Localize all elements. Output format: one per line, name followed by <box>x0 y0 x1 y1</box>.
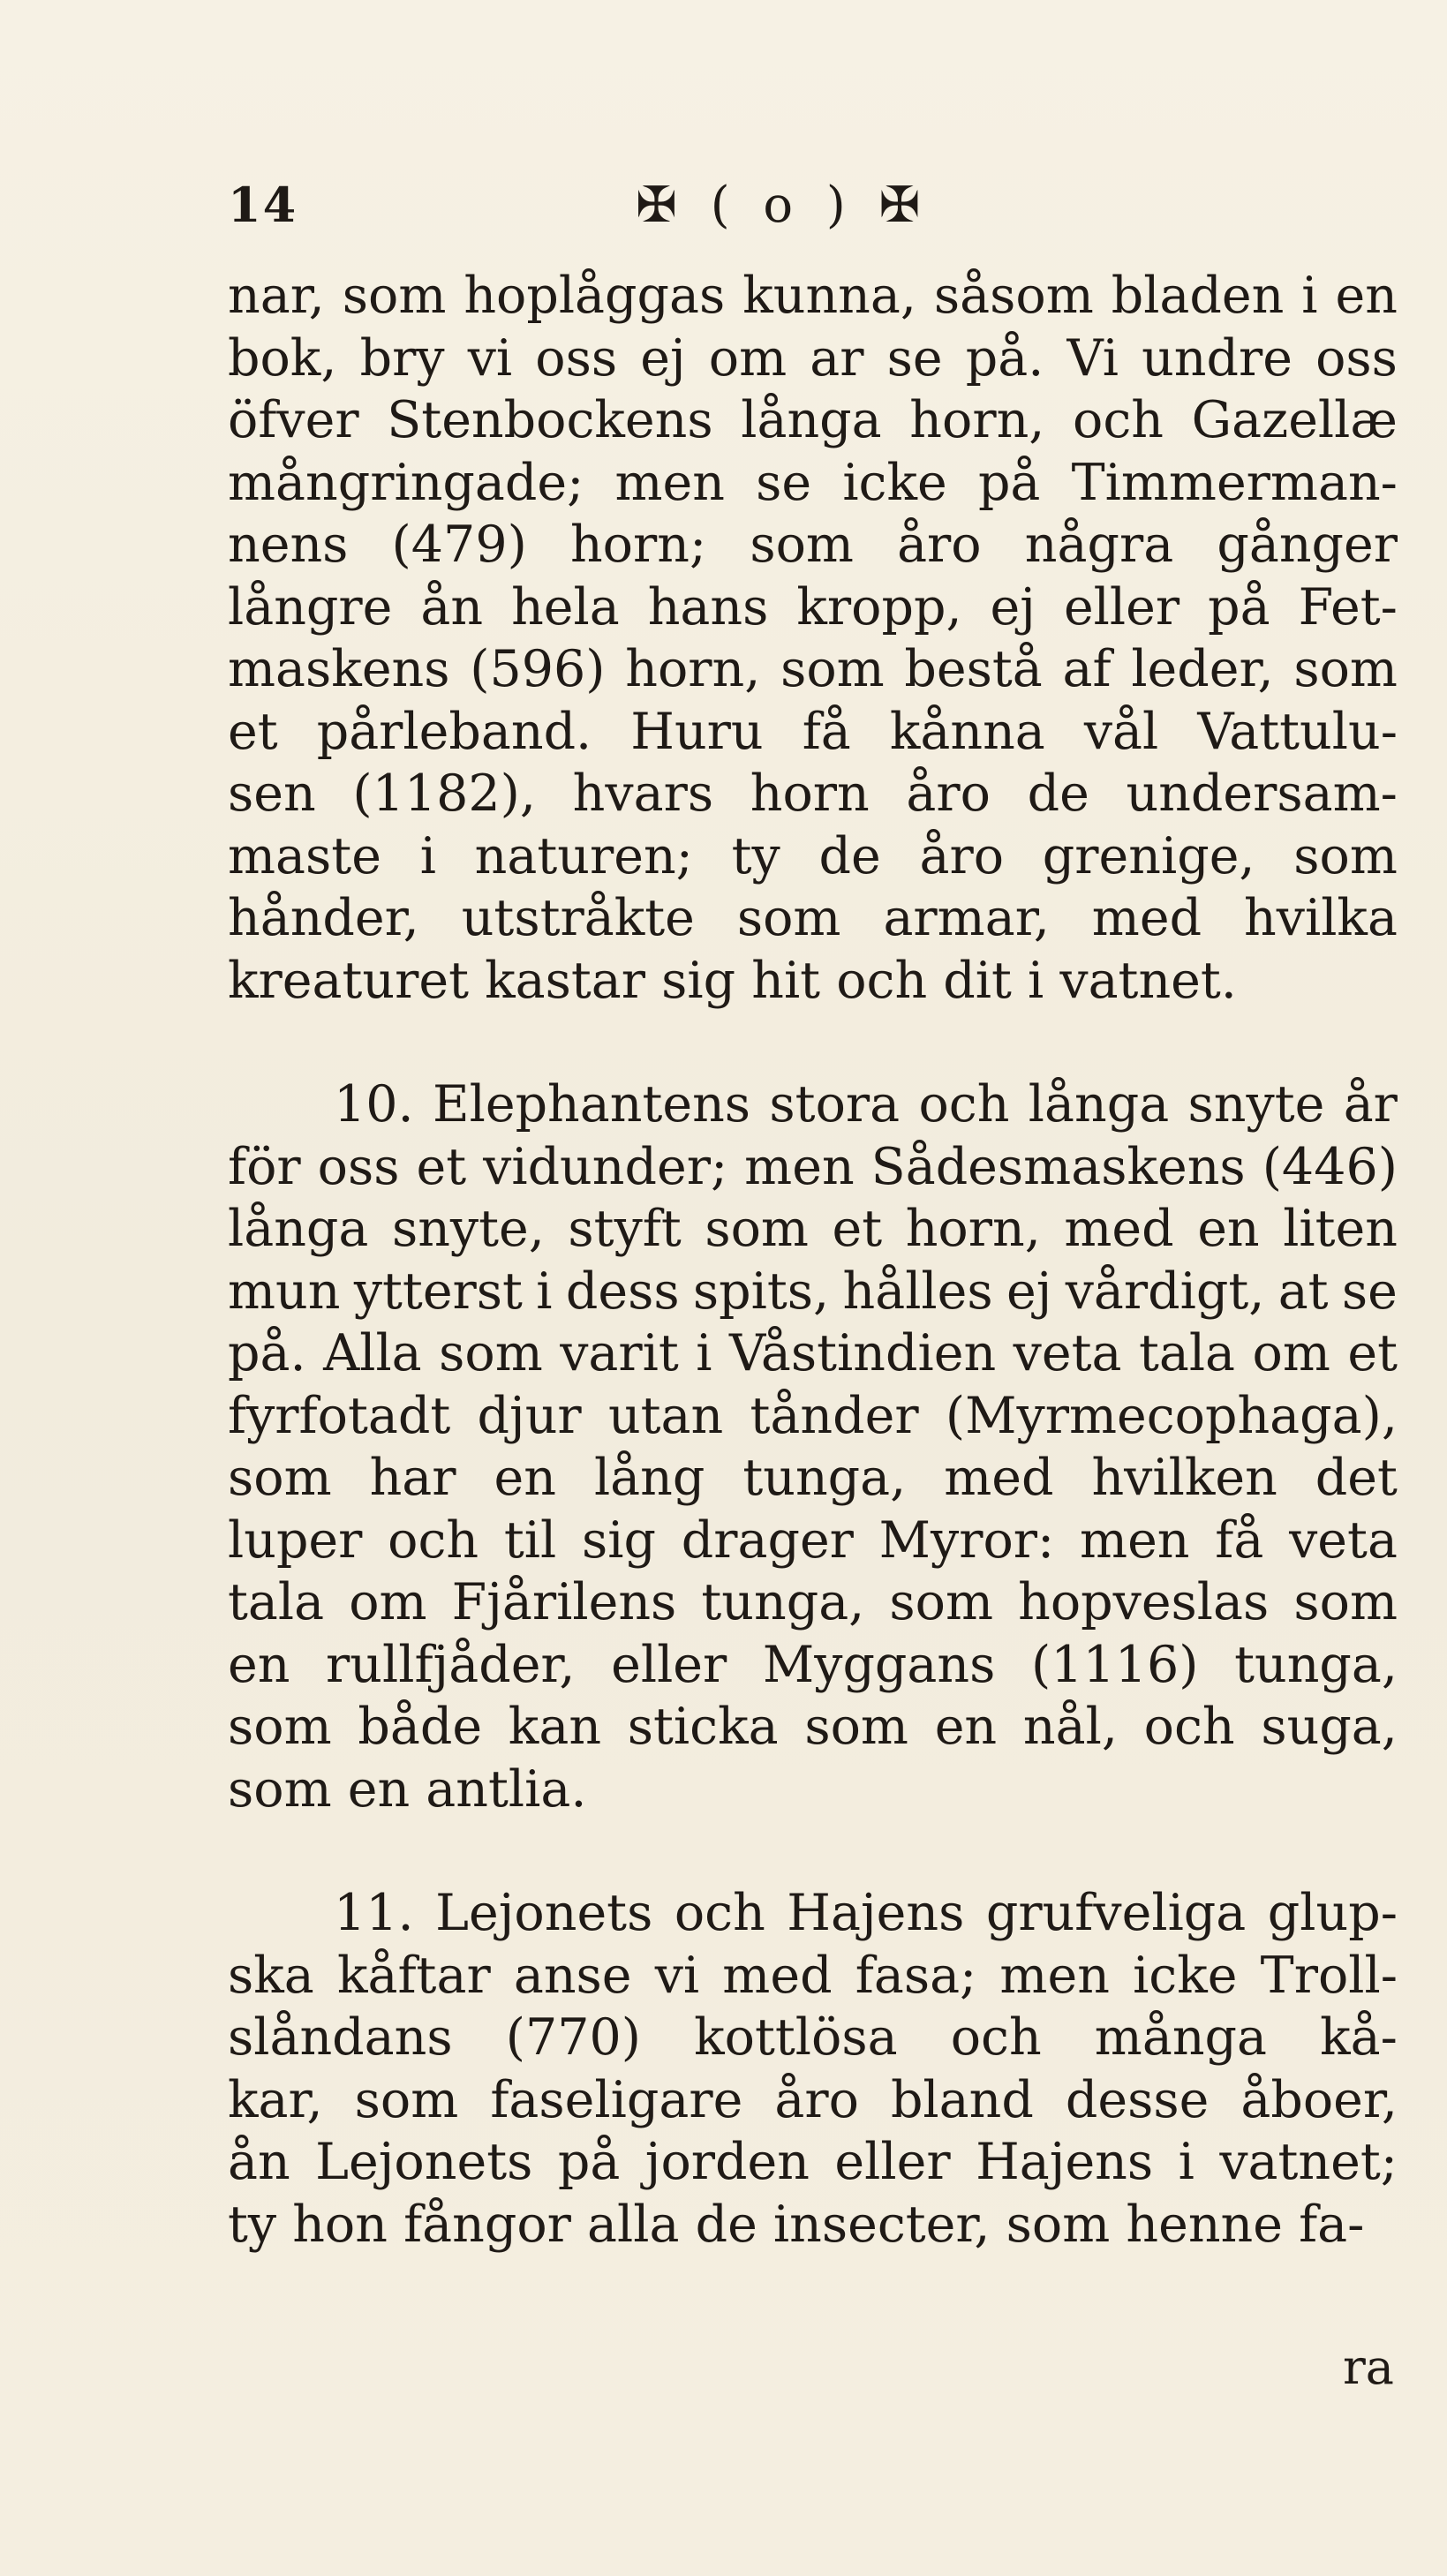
text-line: på. Alla som varit i Våstindien veta tala om et <box>228 1324 1398 1382</box>
running-head-ornament: ✠ ( o ) ✠ <box>636 177 930 234</box>
catchword: ra <box>1342 2339 1394 2395</box>
text-line: slåndans (770) kottlösa och många kå- <box>228 2008 1398 2067</box>
text-line: nens (479) horn; som åro några gånger <box>228 516 1398 574</box>
text-line: kreaturet kastar sig hit och dit i vatnet. <box>228 951 1237 1010</box>
body-text <box>228 265 1398 2256</box>
text-line: ska kåftar anse vi med fasa; men icke Troll- <box>228 1946 1398 2005</box>
text-line: mun ytterst i dess spits, hålles ej vårdigt, at se <box>228 1262 1398 1321</box>
text-line: nar, som hoplåggas kunna, såsom bladen i en <box>228 267 1398 325</box>
text-line: som en antlia. <box>228 1759 587 1819</box>
paragraph-gap <box>228 1820 1398 1882</box>
text-line: 11. Lejonets och Hajens grufveliga glup- <box>334 1884 1398 1942</box>
page-header <box>0 177 1447 256</box>
text-line: 10. Elephantens stora och långa snyte år <box>334 1075 1398 1134</box>
text-line: et pårleband. Huru få kånna vål Vattulu- <box>228 702 1398 761</box>
text-line: en rullfjåder, eller Myggans (1116) tunga, <box>228 1635 1398 1694</box>
text-line: för oss et vidunder; men Sådesmaskens (446) <box>228 1137 1398 1196</box>
text-line: maskens (596) horn, som bestå af leder, som <box>228 640 1398 698</box>
text-line: tala om Fjårilens tunga, som hopveslas som <box>228 1573 1398 1631</box>
text-line: fyrfotadt djur utan tånder (Myrmecophaga), <box>228 1386 1398 1445</box>
text-line: långa snyte, styft som et horn, med en liten <box>228 1200 1398 1258</box>
paragraph-gap <box>228 1012 1398 1073</box>
text-line: långre ån hela hans kropp, ej eller på Fet- <box>228 577 1398 636</box>
text-line: ty hon fångor alla de insecter, som henne fa- <box>228 2195 1365 2254</box>
text-line: öfver Stenbockens långa horn, och Gazellæ <box>228 391 1398 449</box>
text-line: ån Lejonets på jorden eller Hajens i vatnet; <box>228 2133 1398 2191</box>
text-line: luper och til sig drager Myror: men få veta <box>228 1510 1398 1570</box>
text-line: mångringade; men se icke på Timmerman- <box>228 453 1398 512</box>
text-line: kar, som faseligare åro bland desse åboer, <box>228 2070 1398 2129</box>
text-line: som har en lång tunga, med hvilken det <box>228 1449 1398 1507</box>
text-line: bok, bry vi oss ej om ar se på. Vi undre oss <box>228 328 1398 388</box>
text-line: hånder, utstråkte som armar, med hvilka <box>228 889 1398 947</box>
text-line: som både kan sticka som en nål, och suga, <box>228 1698 1398 1756</box>
page-number: 14 <box>228 177 298 233</box>
text-line: sen (1182), hvars horn åro de undersam- <box>228 765 1398 823</box>
text-line: maste i naturen; ty de åro grenige, som <box>228 826 1398 885</box>
